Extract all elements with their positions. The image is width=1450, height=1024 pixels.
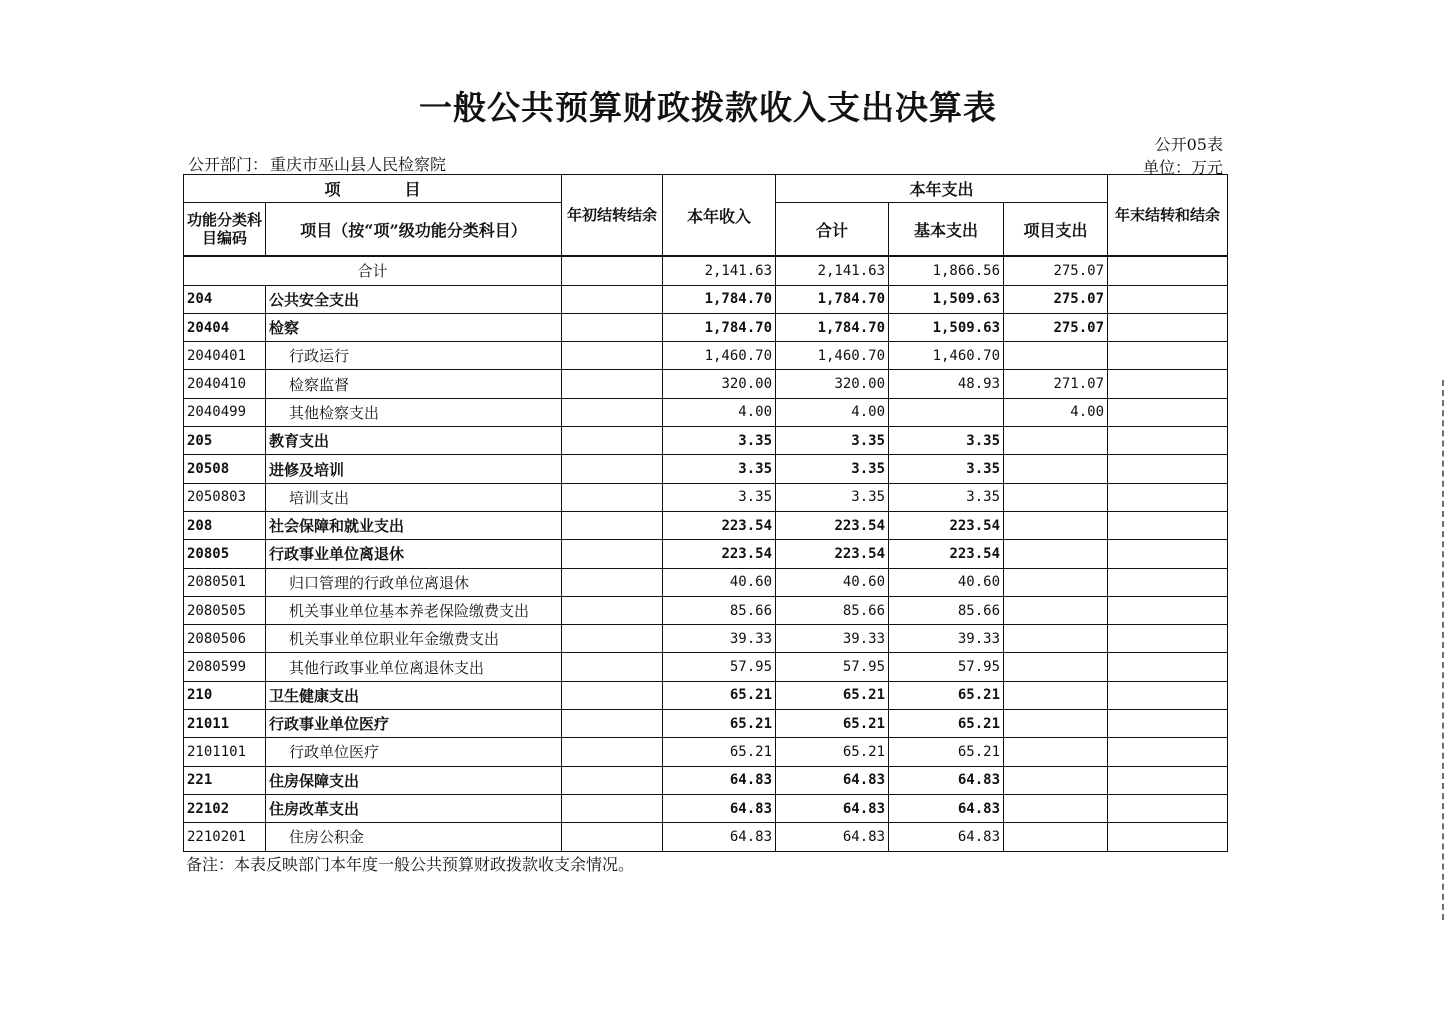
- row-project: [1004, 794, 1108, 822]
- row-end-balance: [1108, 370, 1228, 398]
- row-name-text: 教育支出: [269, 432, 330, 451]
- row-basic: 64.83: [889, 794, 1004, 822]
- row-income: 64.83: [663, 766, 776, 794]
- row-end-balance: [1108, 568, 1228, 596]
- row-end-balance: [1108, 794, 1228, 822]
- row-basic: 65.21: [889, 681, 1004, 709]
- row-name-text: 社会保障和就业支出: [269, 517, 405, 536]
- row-code: 20508: [184, 455, 266, 483]
- total-row: [184, 256, 1228, 285]
- table-row: [184, 596, 1228, 624]
- row-expense-total: 1,784.70: [776, 285, 889, 313]
- row-project: [1004, 596, 1108, 624]
- row-code: 2080501: [184, 568, 266, 596]
- row-basic: 1,509.63: [889, 313, 1004, 341]
- row-name: [266, 455, 562, 483]
- table-row: [184, 681, 1228, 709]
- row-expense-total: 65.21: [776, 738, 889, 766]
- row-income: 3.35: [663, 427, 776, 455]
- row-expense-total: 64.83: [776, 794, 889, 822]
- row-name: [266, 285, 562, 313]
- row-project: [1004, 455, 1108, 483]
- row-name-text: 行政事业单位离退休: [269, 545, 405, 564]
- row-income: 1,784.70: [663, 313, 776, 341]
- table-row: [184, 398, 1228, 426]
- row-name-text: 归口管理的行政单位离退休: [289, 573, 470, 592]
- row-name: [266, 625, 562, 653]
- row-name: [266, 568, 562, 596]
- row-name-text: 住房保障支出: [269, 771, 360, 790]
- row-end-balance: [1108, 398, 1228, 426]
- row-name-text: 机关事业单位基本养老保险缴费支出: [289, 602, 530, 620]
- row-end-balance: [1108, 285, 1228, 313]
- row-basic: 57.95: [889, 653, 1004, 681]
- row-project: [1004, 625, 1108, 653]
- row-basic: 223.54: [889, 540, 1004, 568]
- row-basic: 223.54: [889, 511, 1004, 539]
- row-project: 4.00: [1004, 398, 1108, 426]
- row-end-balance: [1108, 483, 1228, 511]
- row-income: 40.60: [663, 568, 776, 596]
- row-expense-total: 64.83: [776, 766, 889, 794]
- total-project: 275.07: [1004, 256, 1108, 285]
- row-end-balance: [1108, 681, 1228, 709]
- row-project: [1004, 823, 1108, 851]
- table-row: [184, 342, 1228, 370]
- row-income: 3.35: [663, 483, 776, 511]
- row-name-text: 卫生健康支出: [269, 686, 360, 705]
- row-name: [266, 313, 562, 341]
- row-expense-total: 223.54: [776, 540, 889, 568]
- row-basic: 3.35: [889, 455, 1004, 483]
- row-name: [266, 540, 562, 568]
- project-header: 项 目: [184, 175, 562, 203]
- row-begin-balance: [562, 681, 663, 709]
- row-begin-balance: [562, 511, 663, 539]
- row-basic: 65.21: [889, 710, 1004, 738]
- row-expense-total: 3.35: [776, 483, 889, 511]
- row-project: [1004, 342, 1108, 370]
- row-project: [1004, 681, 1108, 709]
- row-name: [266, 398, 562, 426]
- row-basic: 39.33: [889, 625, 1004, 653]
- row-name-text: 公共安全支出: [269, 290, 360, 309]
- row-begin-balance: [562, 568, 663, 596]
- row-expense-total: 223.54: [776, 511, 889, 539]
- row-income: 223.54: [663, 511, 776, 539]
- row-begin-balance: [562, 370, 663, 398]
- table-row: [184, 313, 1228, 341]
- row-begin-balance: [562, 653, 663, 681]
- row-code: 204: [184, 285, 266, 313]
- table-row: [184, 285, 1228, 313]
- total-label: 合计: [184, 256, 562, 285]
- total-expense: 2,141.63: [776, 256, 889, 285]
- row-begin-balance: [562, 710, 663, 738]
- row-begin-balance: [562, 285, 663, 313]
- total-basic: 1,866.56: [889, 256, 1004, 285]
- row-code: 21011: [184, 710, 266, 738]
- row-end-balance: [1108, 342, 1228, 370]
- row-income: 64.83: [663, 794, 776, 822]
- table-row: [184, 823, 1228, 851]
- row-name-text: 行政单位医疗: [289, 743, 380, 762]
- row-begin-balance: [562, 596, 663, 624]
- expense-total-header: 合计: [776, 203, 889, 257]
- row-expense-total: 320.00: [776, 370, 889, 398]
- row-income: 85.66: [663, 596, 776, 624]
- row-end-balance: [1108, 625, 1228, 653]
- row-income: 65.21: [663, 738, 776, 766]
- row-name-text: 检察监督: [289, 375, 350, 394]
- row-expense-total: 1,460.70: [776, 342, 889, 370]
- row-code: 20404: [184, 313, 266, 341]
- basic-expense-header: 基本支出: [889, 203, 1004, 257]
- row-income: 4.00: [663, 398, 776, 426]
- row-begin-balance: [562, 625, 663, 653]
- row-end-balance: [1108, 540, 1228, 568]
- row-name: [266, 653, 562, 681]
- row-name: [266, 342, 562, 370]
- row-project: 275.07: [1004, 285, 1108, 313]
- row-expense-total: 57.95: [776, 653, 889, 681]
- row-expense-total: 85.66: [776, 596, 889, 624]
- row-income: 64.83: [663, 823, 776, 851]
- department-line: [188, 152, 446, 175]
- row-name-text: 机关事业单位职业年金缴费支出: [289, 630, 500, 649]
- row-basic: 64.83: [889, 766, 1004, 794]
- total-end-balance: [1108, 256, 1228, 285]
- row-name-text: 进修及培训: [269, 460, 345, 479]
- row-begin-balance: [562, 540, 663, 568]
- table-row: [184, 540, 1228, 568]
- table-row: [184, 427, 1228, 455]
- begin-balance-header: 年初结转结余: [562, 175, 663, 257]
- row-basic: 1,460.70: [889, 342, 1004, 370]
- row-end-balance: [1108, 766, 1228, 794]
- table-row: [184, 766, 1228, 794]
- expense-group-header: 本年支出: [776, 175, 1108, 203]
- table-row: [184, 794, 1228, 822]
- table-code: 公开05表: [1154, 135, 1223, 154]
- row-project: [1004, 653, 1108, 681]
- row-code: 2040410: [184, 370, 266, 398]
- project-expense-header: 项目支出: [1004, 203, 1108, 257]
- row-begin-balance: [562, 738, 663, 766]
- table-row: [184, 511, 1228, 539]
- row-income: 1,460.70: [663, 342, 776, 370]
- row-name: [266, 681, 562, 709]
- row-income: 65.21: [663, 681, 776, 709]
- row-project: 275.07: [1004, 313, 1108, 341]
- row-name-text: 行政运行: [289, 347, 350, 366]
- row-income: 39.33: [663, 625, 776, 653]
- row-expense-total: 65.21: [776, 681, 889, 709]
- row-begin-balance: [562, 398, 663, 426]
- row-name: [266, 710, 562, 738]
- row-code: 2050803: [184, 483, 266, 511]
- row-code: 208: [184, 511, 266, 539]
- row-begin-balance: [562, 313, 663, 341]
- end-balance-header: 年末结转和结余: [1108, 175, 1228, 257]
- row-code: 2040499: [184, 398, 266, 426]
- row-begin-balance: [562, 823, 663, 851]
- row-code: 22102: [184, 794, 266, 822]
- row-expense-total: 3.35: [776, 455, 889, 483]
- table-row: [184, 625, 1228, 653]
- row-basic: 65.21: [889, 738, 1004, 766]
- row-income: 57.95: [663, 653, 776, 681]
- row-begin-balance: [562, 766, 663, 794]
- row-expense-total: 64.83: [776, 823, 889, 851]
- row-code: 2080505: [184, 596, 266, 624]
- table-row: [184, 710, 1228, 738]
- table-row: [184, 455, 1228, 483]
- row-name: [266, 794, 562, 822]
- row-expense-total: 39.33: [776, 625, 889, 653]
- row-project: [1004, 568, 1108, 596]
- row-basic: [889, 398, 1004, 426]
- row-expense-total: 65.21: [776, 710, 889, 738]
- department-name: 重庆市巫山县人民检察院: [270, 155, 447, 174]
- row-basic: 48.93: [889, 370, 1004, 398]
- item-name-header: 项目（按“项”级功能分类科目）: [266, 203, 562, 257]
- row-end-balance: [1108, 427, 1228, 455]
- scan-edge-mark: [1440, 380, 1444, 920]
- row-end-balance: [1108, 511, 1228, 539]
- budget-table: [183, 174, 1228, 852]
- row-income: 65.21: [663, 710, 776, 738]
- row-income: 320.00: [663, 370, 776, 398]
- row-project: [1004, 427, 1108, 455]
- row-end-balance: [1108, 823, 1228, 851]
- row-project: [1004, 766, 1108, 794]
- row-code: 221: [184, 766, 266, 794]
- row-code: 205: [184, 427, 266, 455]
- unit-label: 单位：万元: [1142, 158, 1223, 177]
- row-basic: 1,509.63: [889, 285, 1004, 313]
- income-header: 本年收入: [663, 175, 776, 257]
- page-title: 一般公共预算财政拨款收入支出决算表: [419, 88, 997, 127]
- row-income: 1,784.70: [663, 285, 776, 313]
- row-project: [1004, 483, 1108, 511]
- row-end-balance: [1108, 455, 1228, 483]
- row-income: 223.54: [663, 540, 776, 568]
- table-row: [184, 738, 1228, 766]
- row-project: [1004, 511, 1108, 539]
- row-begin-balance: [562, 427, 663, 455]
- row-end-balance: [1108, 738, 1228, 766]
- row-begin-balance: [562, 342, 663, 370]
- row-expense-total: 1,784.70: [776, 313, 889, 341]
- row-name-text: 检察: [269, 319, 300, 338]
- row-code: 2040401: [184, 342, 266, 370]
- row-expense-total: 3.35: [776, 427, 889, 455]
- row-code: 2080599: [184, 653, 266, 681]
- row-basic: 40.60: [889, 568, 1004, 596]
- row-begin-balance: [562, 794, 663, 822]
- row-name: [266, 511, 562, 539]
- row-name: [266, 483, 562, 511]
- row-project: 271.07: [1004, 370, 1108, 398]
- row-name-text: 其他行政事业单位离退休支出: [289, 658, 485, 677]
- row-begin-balance: [562, 483, 663, 511]
- table-row: [184, 483, 1228, 511]
- table-row: [184, 370, 1228, 398]
- row-end-balance: [1108, 313, 1228, 341]
- row-code: 2210201: [184, 823, 266, 851]
- row-expense-total: 40.60: [776, 568, 889, 596]
- row-begin-balance: [562, 455, 663, 483]
- row-end-balance: [1108, 596, 1228, 624]
- row-name: [266, 370, 562, 398]
- row-name: [266, 823, 562, 851]
- department-label: 公开部门：: [188, 155, 269, 174]
- total-income: 2,141.63: [663, 256, 776, 285]
- row-name: [266, 766, 562, 794]
- row-basic: 64.83: [889, 823, 1004, 851]
- row-name-text: 住房改革支出: [269, 800, 360, 819]
- row-code: 2080506: [184, 625, 266, 653]
- row-basic: 3.35: [889, 483, 1004, 511]
- row-end-balance: [1108, 653, 1228, 681]
- row-project: [1004, 738, 1108, 766]
- row-name: [266, 596, 562, 624]
- row-name: [266, 427, 562, 455]
- row-basic: 85.66: [889, 596, 1004, 624]
- row-name-text: 住房公积金: [289, 828, 365, 847]
- row-code: 2101101: [184, 738, 266, 766]
- row-name: [266, 738, 562, 766]
- table-row: [184, 653, 1228, 681]
- row-income: 3.35: [663, 455, 776, 483]
- row-project: [1004, 710, 1108, 738]
- row-code: 20805: [184, 540, 266, 568]
- row-name-text: 行政事业单位医疗: [269, 715, 390, 734]
- func-code-header: 功能分类科目编码: [184, 203, 266, 257]
- row-expense-total: 4.00: [776, 398, 889, 426]
- row-name-text: 培训支出: [289, 488, 350, 507]
- footnote: 备注：本表反映部门本年度一般公共预算财政拨款收支余情况。: [186, 855, 635, 874]
- total-begin-balance: [562, 256, 663, 285]
- row-end-balance: [1108, 710, 1228, 738]
- row-name-text: 其他检察支出: [289, 403, 380, 422]
- table-row: [184, 568, 1228, 596]
- row-basic: 3.35: [889, 427, 1004, 455]
- row-code: 210: [184, 681, 266, 709]
- row-project: [1004, 540, 1108, 568]
